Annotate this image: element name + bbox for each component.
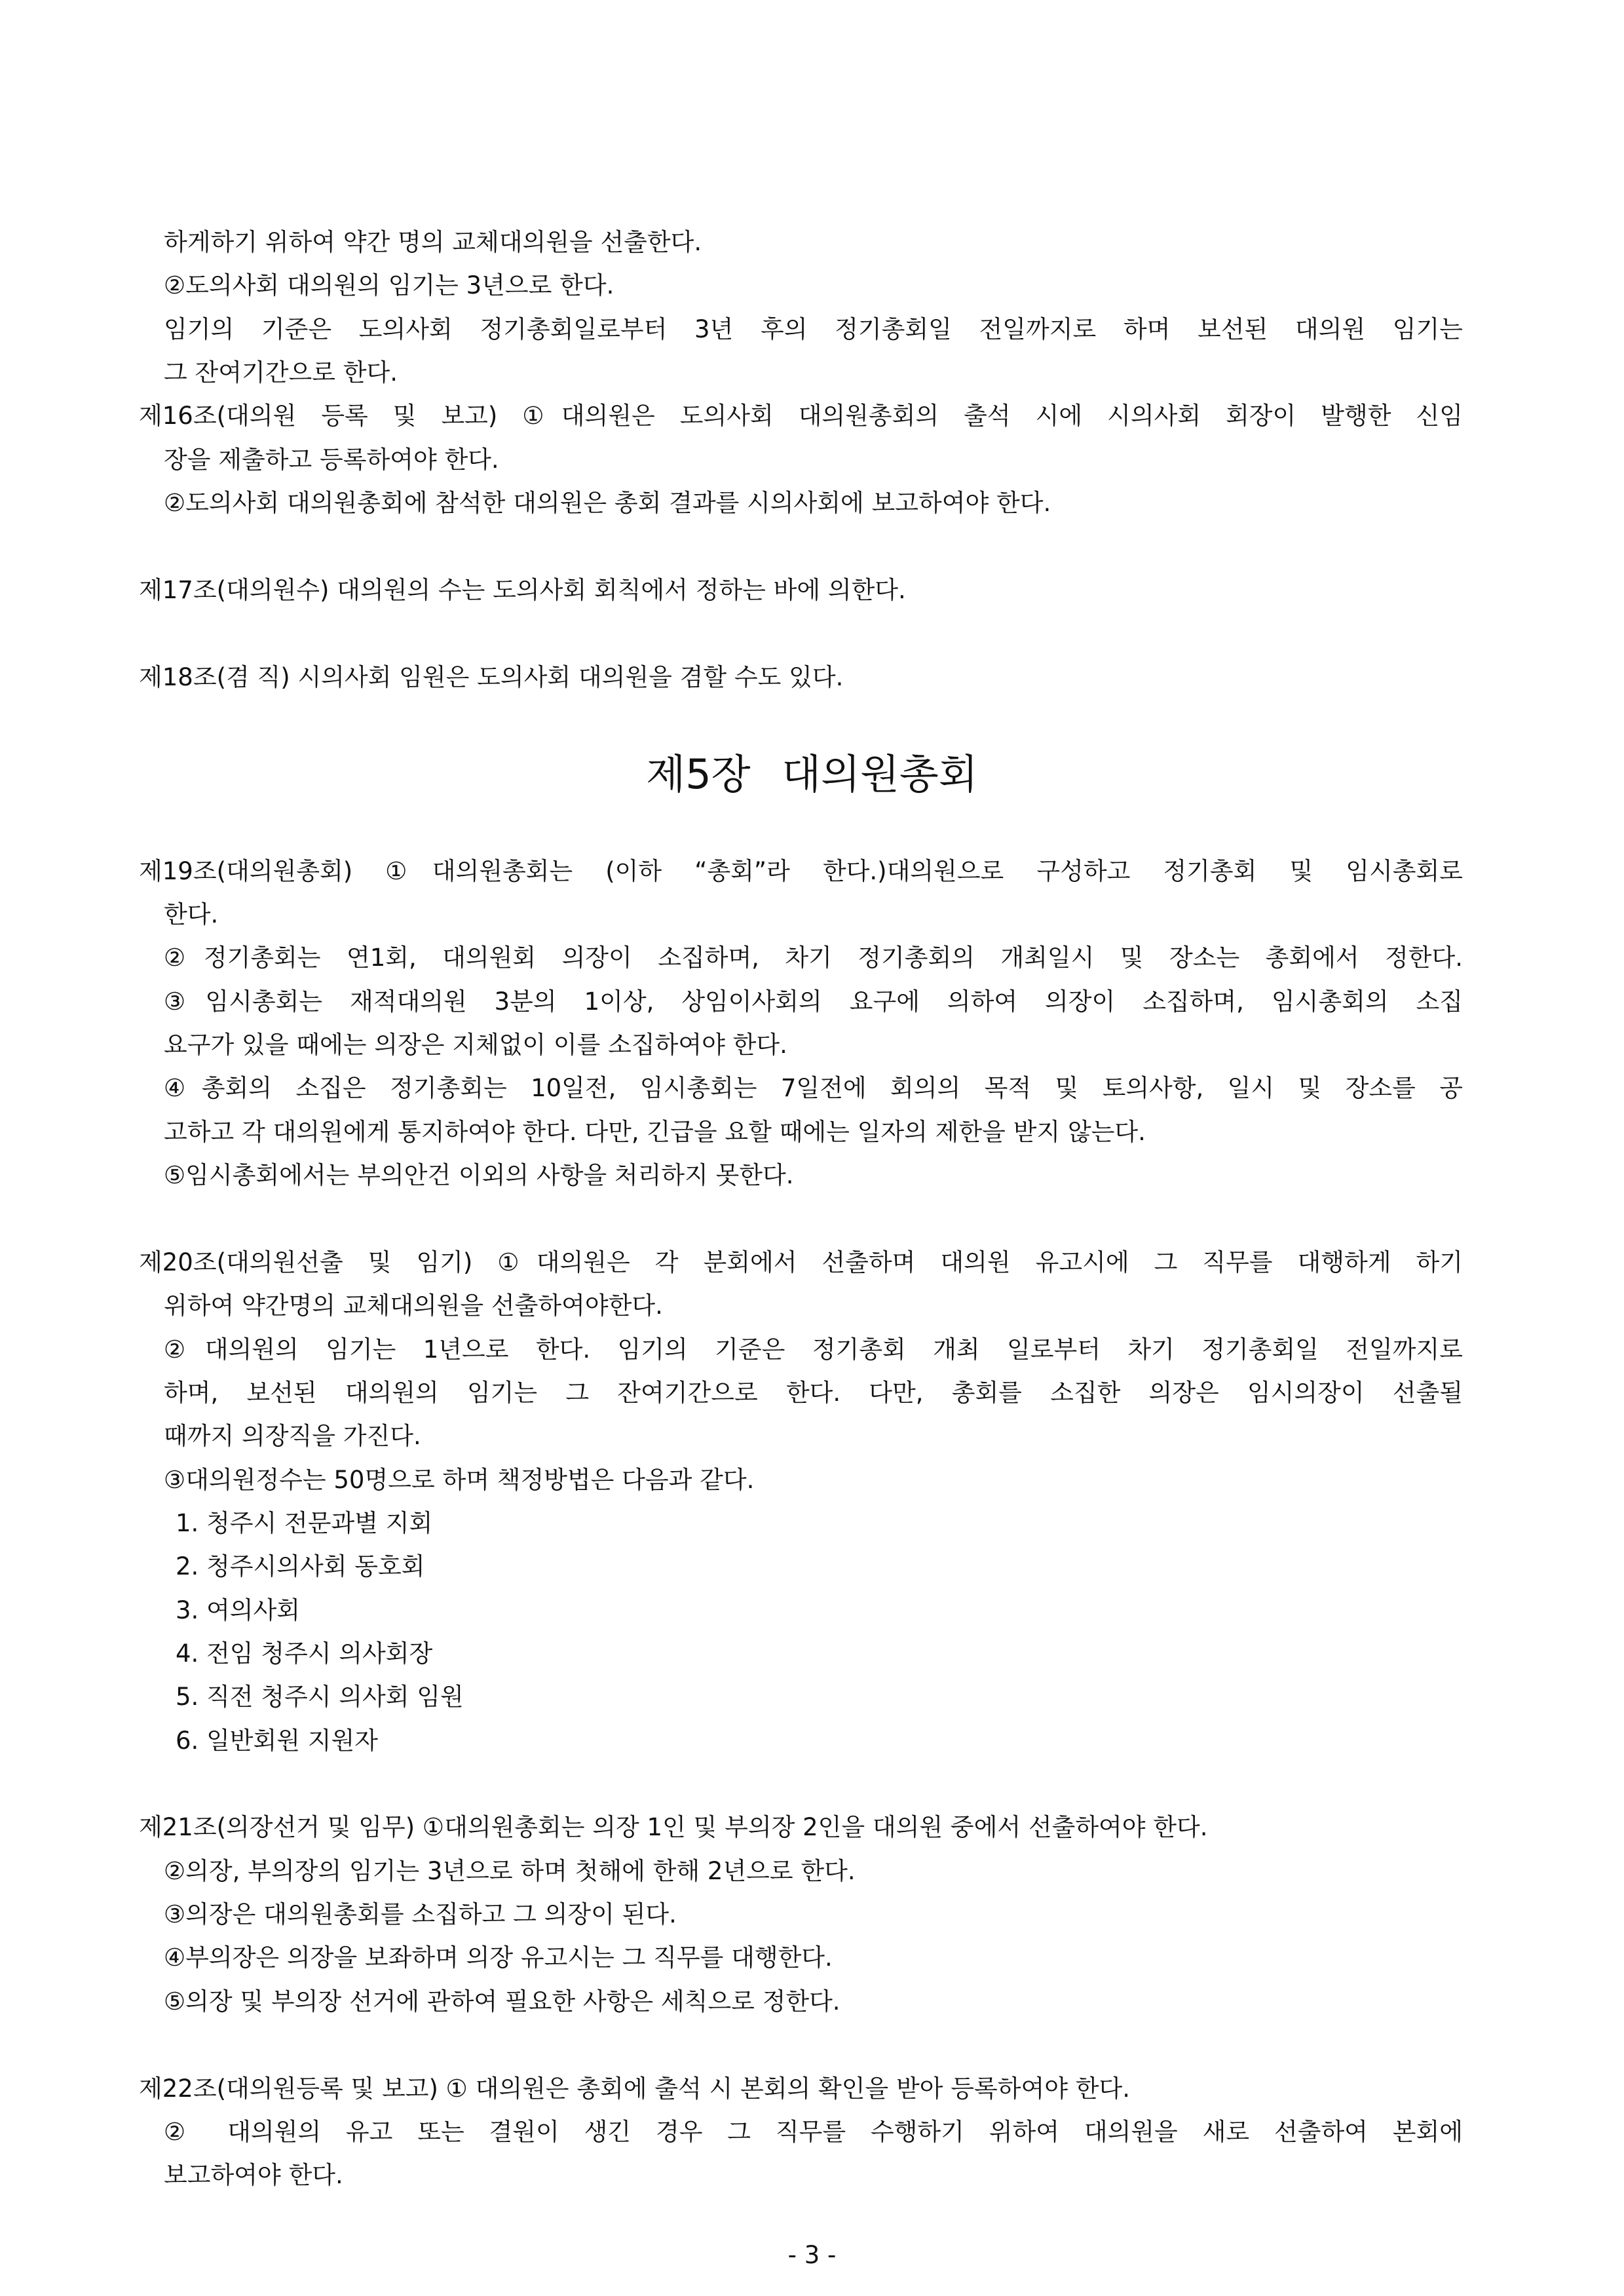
text-line: 보고하여야 한다.	[164, 2161, 343, 2189]
list-item: 6. 일반회원 지원자	[176, 1727, 379, 1755]
article-19-line: 제19조(대의원총회) ①대의원총회는 (이하 “총회”라 한다.)대의원으로 구성하고 정기총회 및 임시총회로	[139, 857, 1463, 885]
text-line: 하게하기 위하여 약간 명의 교체대의원을 선출한다.	[164, 228, 702, 256]
article-22-line: 제22조(대의원등록 및 보고) ① 대의원은 총회에 출석 시 본회의 확인을 받아 등록하여야 한다.	[139, 2075, 1130, 2103]
article-20-line: 제20조(대의원선출 및 임기) ①대의원은 각 분회에서 선출하며 대의원 유고시에 그 직무를 대행하게 하기	[139, 1248, 1463, 1276]
list-item: 3. 여의사회	[176, 1596, 301, 1624]
list-item: 5. 직전 청주시 의사회 임원	[176, 1683, 464, 1711]
list-item: 2. 청주시의사회 동호회	[176, 1552, 425, 1580]
text-line: 때까지 의장직을 가진다.	[164, 1422, 421, 1450]
text-line: ② 대의원의 유고 또는 결원이 생긴 경우 그 직무를 수행하기 위하여 대의원을 새로 선출하여 본회에	[164, 2118, 1463, 2146]
text-line: 고하고 각 대의원에게 통지하여야 한다. 다만, 긴급을 요할 때에는 일자의 제한을 받지 않는다.	[164, 1118, 1146, 1146]
text-line: 장을 제출하고 등록하여야 한다.	[164, 446, 499, 474]
text-line: 요구가 있을 때에는 의장은 지체없이 이를 소집하여야 한다.	[164, 1031, 787, 1059]
text-line: ②도의사회 대의원총회에 참석한 대의원은 총회 결과를 시의사회에 보고하여야 한다.	[164, 489, 1051, 517]
text-line: ②도의사회 대의원의 임기는 3년으로 한다.	[164, 271, 614, 299]
list-item: 1. 청주시 전문과별 지회	[176, 1509, 433, 1537]
list-item: 4. 전임 청주시 의사회장	[176, 1639, 433, 1668]
article-18-line: 제18조(겸 직) 시의사회 임원은 도의사회 대의원을 겸할 수도 있다.	[139, 663, 844, 691]
text-line: ④총회의 소집은 정기총회는 10일전, 임시총회는 7일전에 회의의 목적 및 토의사항, 일시 및 장소를 공	[164, 1074, 1463, 1102]
page-number: - 3 -	[787, 2241, 837, 2269]
text-line: 한다.	[164, 900, 219, 928]
text-line: ②대의원의 임기는 1년으로 한다. 임기의 기준은 정기총회 개최 일로부터 차기 정기총회일 전일까지로	[164, 1335, 1463, 1364]
text-line: ②정기총회는 연1회, 대의원회 의장이 소집하며, 차기 정기총회의 개최일시 및 장소는 총회에서 정한다.	[164, 944, 1463, 972]
text-line: ⑤임시총회에서는 부의안건 이외의 사항을 처리하지 못한다.	[164, 1161, 794, 1189]
text-line: ④부의장은 의장을 보좌하며 의장 유고시는 그 직무를 대행한다.	[164, 1943, 833, 1972]
text-line: 임기의 기준은 도의사회 정기총회일로부터 3년 후의 정기총회일 전일까지로 하며 보선된 대의원 임기는	[164, 315, 1463, 343]
chapter-title: 제5장 대의원총회	[646, 750, 978, 798]
text-line: ③대의원정수는 50명으로 하며 책정방법은 다음과 같다.	[164, 1466, 755, 1494]
text-line: ③임시총회는 재적대의원 3분의 1이상, 상임이사회의 요구에 의하여 의장이 소집하며, 임시총회의 소집	[164, 987, 1463, 1016]
text-line: 위하여 약간명의 교체대의원을 선출하여야한다.	[164, 1292, 663, 1320]
article-16-line: 제16조(대의원 등록 및 보고) ①대의원은 도의사회 대의원총회의 출석 시에 시의사회 회장이 발행한 신임	[139, 402, 1463, 430]
text-line: ②의장, 부의장의 임기는 3년으로 하며 첫해에 한해 2년으로 한다.	[164, 1857, 856, 1885]
text-line: ③의장은 대의원총회를 소집하고 그 의장이 된다.	[164, 1900, 677, 1928]
text-line: 그 잔여기간으로 한다.	[164, 358, 398, 387]
article-21-line: 제21조(의장선거 및 임무) ①대의원총회는 의장 1인 및 부의장 2인을 대의원 중에서 선출하여야 한다.	[139, 1813, 1208, 1841]
article-17-line: 제17조(대의원수) 대의원의 수는 도의사회 회칙에서 정하는 바에 의한다.	[139, 576, 906, 604]
text-line: ⑤의장 및 부의장 선거에 관하여 필요한 사항은 세칙으로 정한다.	[164, 1987, 840, 2016]
text-line: 하며, 보선된 대의원의 임기는 그 잔여기간으로 한다. 다만, 총회를 소집한 의장은 임시의장이 선출될	[164, 1379, 1463, 1407]
